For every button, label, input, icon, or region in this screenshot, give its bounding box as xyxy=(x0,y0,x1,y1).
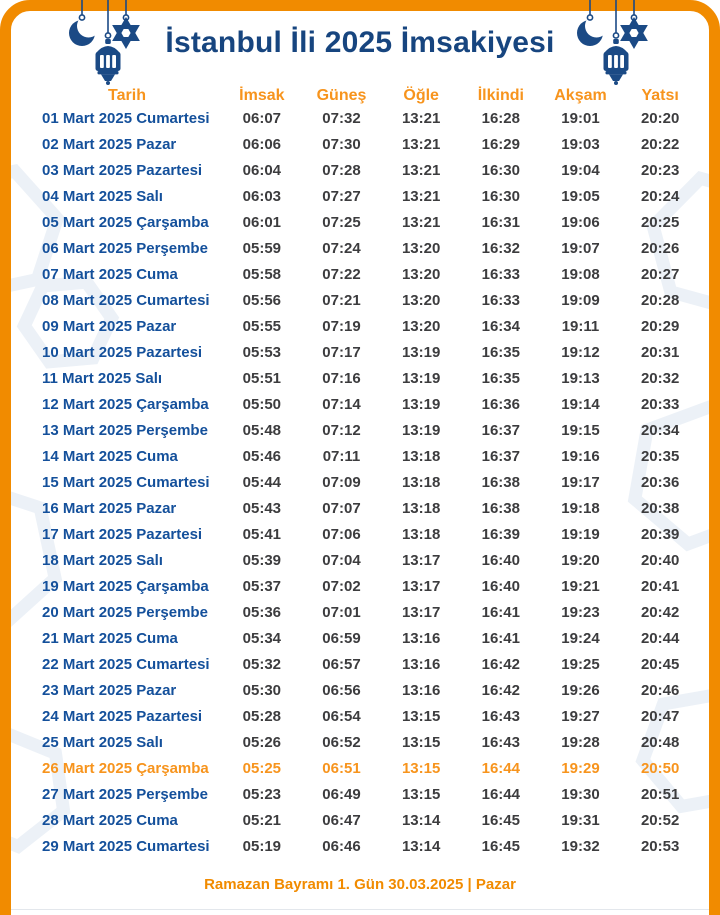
column-header-ogle: Öğle xyxy=(403,87,439,104)
time-cell: 19:19 xyxy=(561,525,600,543)
prayer-times-table xyxy=(32,106,700,859)
time-cell: 20:42 xyxy=(640,603,680,621)
date-cell: 04 Mart 2025 Salı xyxy=(42,188,163,206)
date-cell: 11 Mart 2025 Salı xyxy=(42,370,163,388)
time-cell: 13:17 xyxy=(401,603,441,621)
time-cell: 07:28 xyxy=(322,162,361,180)
time-cell: 05:44 xyxy=(242,474,282,492)
time-cell: 05:56 xyxy=(242,292,282,310)
table-row xyxy=(32,262,700,288)
time-cell: 05:48 xyxy=(242,422,282,440)
time-cell: 07:16 xyxy=(322,370,361,388)
time-cell: 13:19 xyxy=(401,370,441,388)
time-cell: 16:28 xyxy=(481,110,520,128)
time-cell: 13:18 xyxy=(401,500,441,518)
time-cell: 06:01 xyxy=(242,214,282,232)
time-cell: 20:35 xyxy=(640,448,680,466)
time-cell: 05:53 xyxy=(242,344,282,362)
lantern-icon xyxy=(604,39,629,85)
time-cell: 05:37 xyxy=(242,577,282,595)
time-cell: 20:32 xyxy=(640,370,680,388)
time-cell: 16:30 xyxy=(481,162,520,180)
time-cell: 20:38 xyxy=(640,500,680,518)
column-header-tarih: Tarih xyxy=(108,87,146,104)
time-cell: 05:25 xyxy=(242,759,282,777)
date-cell: 03 Mart 2025 Pazartesi xyxy=(42,162,203,180)
page-title: İstanbul İli 2025 İmsakiyesi xyxy=(165,26,555,59)
time-cell: 19:21 xyxy=(561,577,600,595)
time-cell: 20:26 xyxy=(640,240,680,258)
time-cell: 13:20 xyxy=(401,292,441,310)
date-cell: 14 Mart 2025 Cuma xyxy=(42,448,178,466)
time-cell: 20:41 xyxy=(640,577,680,595)
date-cell: 25 Mart 2025 Salı xyxy=(42,733,163,751)
time-cell: 06:03 xyxy=(242,188,282,206)
time-cell: 16:35 xyxy=(481,344,520,362)
time-cell: 13:19 xyxy=(401,422,441,440)
time-cell: 19:18 xyxy=(561,500,600,518)
table-row xyxy=(32,496,700,522)
time-cell: 07:14 xyxy=(322,396,361,414)
time-cell: 16:35 xyxy=(481,370,520,388)
table-row xyxy=(32,625,700,651)
crescent-icon xyxy=(577,20,603,46)
time-cell: 16:31 xyxy=(481,214,520,232)
time-cell: 20:20 xyxy=(640,110,680,128)
time-cell: 16:40 xyxy=(481,577,520,595)
table-row xyxy=(32,392,700,418)
time-cell: 16:33 xyxy=(481,266,520,284)
time-cell: 13:17 xyxy=(401,551,441,569)
time-cell: 06:47 xyxy=(322,811,361,829)
time-cell: 13:15 xyxy=(401,707,441,725)
time-cell: 05:41 xyxy=(242,525,282,543)
column-header-yatsi: Yatsı xyxy=(641,87,679,104)
time-cell: 16:41 xyxy=(481,603,520,621)
time-cell: 19:11 xyxy=(561,318,600,336)
table-row xyxy=(32,106,700,132)
time-cell: 13:21 xyxy=(401,136,441,154)
date-cell: 12 Mart 2025 Çarşamba xyxy=(42,396,209,414)
time-cell: 07:24 xyxy=(322,240,361,258)
table-row xyxy=(32,677,700,703)
time-cell: 05:30 xyxy=(242,681,282,699)
time-cell: 16:30 xyxy=(481,188,520,206)
time-cell: 13:16 xyxy=(401,681,441,699)
time-cell: 20:29 xyxy=(640,318,680,336)
time-cell: 05:34 xyxy=(242,629,282,647)
time-cell: 16:39 xyxy=(481,525,520,543)
time-cell: 06:46 xyxy=(322,837,361,855)
date-cell: 05 Mart 2025 Çarşamba xyxy=(42,214,209,232)
time-cell: 19:30 xyxy=(561,785,600,803)
time-cell: 16:40 xyxy=(481,551,520,569)
lantern-icon xyxy=(96,39,121,85)
time-cell: 20:23 xyxy=(640,162,680,180)
time-cell: 05:50 xyxy=(242,396,282,414)
time-cell: 06:57 xyxy=(322,655,361,673)
time-cell: 07:02 xyxy=(322,577,361,595)
table-row xyxy=(32,522,700,548)
time-cell: 13:19 xyxy=(401,396,441,414)
date-cell: 24 Mart 2025 Pazartesi xyxy=(42,707,203,725)
time-cell: 19:06 xyxy=(561,214,600,232)
time-cell: 07:27 xyxy=(322,188,361,206)
star-of-david-icon xyxy=(624,21,645,45)
time-cell: 06:51 xyxy=(322,759,361,777)
time-cell: 07:30 xyxy=(322,136,361,154)
table-row xyxy=(32,703,700,729)
table-row xyxy=(32,755,700,781)
time-cell: 19:14 xyxy=(561,396,600,414)
time-cell: 07:09 xyxy=(322,474,361,492)
time-cell: 16:38 xyxy=(481,500,520,518)
time-cell: 06:56 xyxy=(322,681,361,699)
time-cell: 20:48 xyxy=(640,733,680,751)
date-cell: 09 Mart 2025 Pazar xyxy=(42,318,177,336)
time-cell: 16:43 xyxy=(481,733,520,751)
time-cell: 07:11 xyxy=(322,448,361,466)
table-row xyxy=(32,418,700,444)
time-cell: 20:33 xyxy=(640,396,680,414)
crescent-icon xyxy=(69,20,95,46)
table-row xyxy=(32,444,700,470)
time-cell: 16:42 xyxy=(481,681,520,699)
time-cell: 06:54 xyxy=(322,707,361,725)
time-cell: 16:45 xyxy=(481,811,520,829)
time-cell: 19:05 xyxy=(561,188,600,206)
table-row xyxy=(32,833,700,859)
table-row xyxy=(32,651,700,677)
table-row xyxy=(32,470,700,496)
time-cell: 07:01 xyxy=(322,603,361,621)
table-row xyxy=(32,366,700,392)
time-cell: 19:09 xyxy=(561,292,600,310)
time-cell: 16:37 xyxy=(481,422,520,440)
time-cell: 20:31 xyxy=(640,344,680,362)
time-cell: 19:25 xyxy=(561,655,600,673)
date-cell: 22 Mart 2025 Cumartesi xyxy=(42,655,210,673)
date-cell: 10 Mart 2025 Pazartesi xyxy=(42,344,203,362)
time-cell: 16:41 xyxy=(481,629,520,647)
time-cell: 07:07 xyxy=(322,500,361,518)
time-cell: 13:21 xyxy=(401,214,441,232)
table-row xyxy=(32,288,700,314)
time-cell: 16:42 xyxy=(481,655,520,673)
time-cell: 19:07 xyxy=(561,240,600,258)
time-cell: 13:15 xyxy=(401,759,441,777)
date-cell: 28 Mart 2025 Cuma xyxy=(42,811,178,829)
time-cell: 19:29 xyxy=(561,759,600,777)
date-cell: 07 Mart 2025 Cuma xyxy=(42,266,178,284)
time-cell: 06:52 xyxy=(322,733,361,751)
time-cell: 05:21 xyxy=(242,811,282,829)
table-row xyxy=(32,781,700,807)
time-cell: 07:06 xyxy=(322,525,361,543)
time-cell: 20:53 xyxy=(640,837,680,855)
time-cell: 06:06 xyxy=(242,136,282,154)
time-cell: 07:25 xyxy=(322,214,361,232)
time-cell: 07:12 xyxy=(322,422,361,440)
time-cell: 13:16 xyxy=(401,655,441,673)
time-cell: 05:39 xyxy=(242,551,282,569)
date-cell: 01 Mart 2025 Cumartesi xyxy=(42,110,210,128)
time-cell: 19:13 xyxy=(561,370,600,388)
time-cell: 20:24 xyxy=(640,188,680,206)
time-cell: 07:04 xyxy=(322,551,361,569)
time-cell: 05:32 xyxy=(242,655,282,673)
date-cell: 26 Mart 2025 Çarşamba xyxy=(42,759,209,777)
time-cell: 05:59 xyxy=(242,240,282,258)
time-cell: 13:20 xyxy=(401,318,441,336)
time-cell: 20:45 xyxy=(640,655,680,673)
time-cell: 07:32 xyxy=(322,110,361,128)
date-cell: 17 Mart 2025 Pazartesi xyxy=(42,525,203,543)
table-row xyxy=(32,314,700,340)
time-cell: 20:25 xyxy=(640,214,680,232)
time-cell: 16:34 xyxy=(481,318,520,336)
time-cell: 16:44 xyxy=(481,785,520,803)
time-cell: 06:59 xyxy=(322,629,361,647)
time-cell: 19:26 xyxy=(561,681,600,699)
time-cell: 13:14 xyxy=(401,837,441,855)
time-cell: 20:52 xyxy=(640,811,680,829)
date-cell: 19 Mart 2025 Çarşamba xyxy=(42,577,209,595)
time-cell: 05:36 xyxy=(242,603,282,621)
time-cell: 13:21 xyxy=(401,162,441,180)
time-cell: 07:21 xyxy=(322,292,361,310)
time-cell: 13:17 xyxy=(401,577,441,595)
time-cell: 05:19 xyxy=(242,837,282,855)
table-row xyxy=(32,573,700,599)
time-cell: 20:44 xyxy=(640,629,680,647)
time-cell: 19:08 xyxy=(561,266,600,284)
time-cell: 20:51 xyxy=(640,785,680,803)
time-cell: 19:17 xyxy=(561,474,600,492)
date-cell: 21 Mart 2025 Cuma xyxy=(42,629,178,647)
time-cell: 19:32 xyxy=(561,837,600,855)
time-cell: 16:33 xyxy=(481,292,520,310)
time-cell: 13:15 xyxy=(401,785,441,803)
time-cell: 16:45 xyxy=(481,837,520,855)
date-cell: 08 Mart 2025 Cumartesi xyxy=(42,292,210,310)
column-header-ilkindi: İlkindi xyxy=(477,87,524,104)
time-cell: 19:04 xyxy=(561,162,600,180)
time-cell: 07:17 xyxy=(322,344,361,362)
time-cell: 05:28 xyxy=(242,707,282,725)
table-row xyxy=(32,547,700,573)
date-cell: 27 Mart 2025 Perşembe xyxy=(42,785,208,803)
time-cell: 13:18 xyxy=(401,474,441,492)
time-cell: 19:28 xyxy=(561,733,600,751)
time-cell: 13:21 xyxy=(401,110,441,128)
time-cell: 13:18 xyxy=(401,525,441,543)
time-cell: 20:50 xyxy=(640,759,680,777)
time-cell: 13:14 xyxy=(401,811,441,829)
time-cell: 05:55 xyxy=(242,318,282,336)
time-cell: 06:07 xyxy=(242,110,282,128)
time-cell: 19:01 xyxy=(561,110,600,128)
time-cell: 13:20 xyxy=(401,266,441,284)
column-header-aksam: Akşam xyxy=(554,87,607,104)
time-cell: 20:22 xyxy=(640,136,680,154)
time-cell: 19:23 xyxy=(561,603,600,621)
time-cell: 16:36 xyxy=(481,396,520,414)
time-cell: 20:36 xyxy=(640,474,680,492)
table-row xyxy=(32,807,700,833)
time-cell: 19:12 xyxy=(561,344,600,362)
time-cell: 13:19 xyxy=(401,344,441,362)
column-header-gunes: Güneş xyxy=(316,87,367,104)
time-cell: 07:19 xyxy=(322,318,361,336)
table-row xyxy=(32,340,700,366)
date-cell: 16 Mart 2025 Pazar xyxy=(42,500,177,518)
time-cell: 05:51 xyxy=(242,370,282,388)
time-cell: 19:16 xyxy=(561,448,600,466)
table-row xyxy=(32,210,700,236)
table-row xyxy=(32,132,700,158)
date-cell: 23 Mart 2025 Pazar xyxy=(42,681,177,699)
time-cell: 05:23 xyxy=(242,785,282,803)
time-cell: 16:37 xyxy=(481,448,520,466)
time-cell: 05:43 xyxy=(242,500,282,518)
time-cell: 19:15 xyxy=(561,422,600,440)
time-cell: 19:31 xyxy=(561,811,600,829)
time-cell: 20:47 xyxy=(640,707,680,725)
time-cell: 20:46 xyxy=(640,681,680,699)
time-cell: 19:20 xyxy=(561,551,600,569)
date-cell: 29 Mart 2025 Cumartesi xyxy=(42,837,210,855)
time-cell: 07:22 xyxy=(322,266,361,284)
footer-note: Ramazan Bayramı 1. Gün 30.03.2025 | Pazar xyxy=(204,876,516,893)
time-cell: 16:29 xyxy=(481,136,520,154)
time-cell: 05:58 xyxy=(242,266,282,284)
time-cell: 20:27 xyxy=(640,266,680,284)
time-cell: 19:03 xyxy=(561,136,600,154)
date-cell: 02 Mart 2025 Pazar xyxy=(42,136,177,154)
table-row xyxy=(32,729,700,755)
time-cell: 13:15 xyxy=(401,733,441,751)
time-cell: 20:39 xyxy=(640,525,680,543)
date-cell: 18 Mart 2025 Salı xyxy=(42,551,163,569)
table-row xyxy=(32,599,700,625)
bottom-divider xyxy=(11,909,709,910)
star-of-david-icon xyxy=(116,21,137,45)
date-cell: 06 Mart 2025 Perşembe xyxy=(42,240,208,258)
time-cell: 13:20 xyxy=(401,240,441,258)
time-cell: 20:34 xyxy=(640,422,680,440)
time-cell: 16:32 xyxy=(481,240,520,258)
ramadan-ornament-left xyxy=(66,0,146,92)
date-cell: 20 Mart 2025 Perşembe xyxy=(42,603,208,621)
time-cell: 19:24 xyxy=(561,629,600,647)
table-row xyxy=(32,184,700,210)
time-cell: 13:18 xyxy=(401,448,441,466)
time-cell: 20:40 xyxy=(640,551,680,569)
column-header-imsak: İmsak xyxy=(239,87,285,104)
time-cell: 06:49 xyxy=(322,785,361,803)
time-cell: 20:28 xyxy=(640,292,680,310)
ramadan-ornament-right xyxy=(574,0,654,92)
table-row xyxy=(32,236,700,262)
time-cell: 16:44 xyxy=(481,759,520,777)
time-cell: 19:27 xyxy=(561,707,600,725)
time-cell: 13:16 xyxy=(401,629,441,647)
table-row xyxy=(32,158,700,184)
time-cell: 16:38 xyxy=(481,474,520,492)
time-cell: 05:46 xyxy=(242,448,282,466)
date-cell: 15 Mart 2025 Cumartesi xyxy=(42,474,210,492)
time-cell: 13:21 xyxy=(401,188,441,206)
time-cell: 16:43 xyxy=(481,707,520,725)
time-cell: 05:26 xyxy=(242,733,282,751)
date-cell: 13 Mart 2025 Perşembe xyxy=(42,422,208,440)
time-cell: 06:04 xyxy=(242,162,282,180)
